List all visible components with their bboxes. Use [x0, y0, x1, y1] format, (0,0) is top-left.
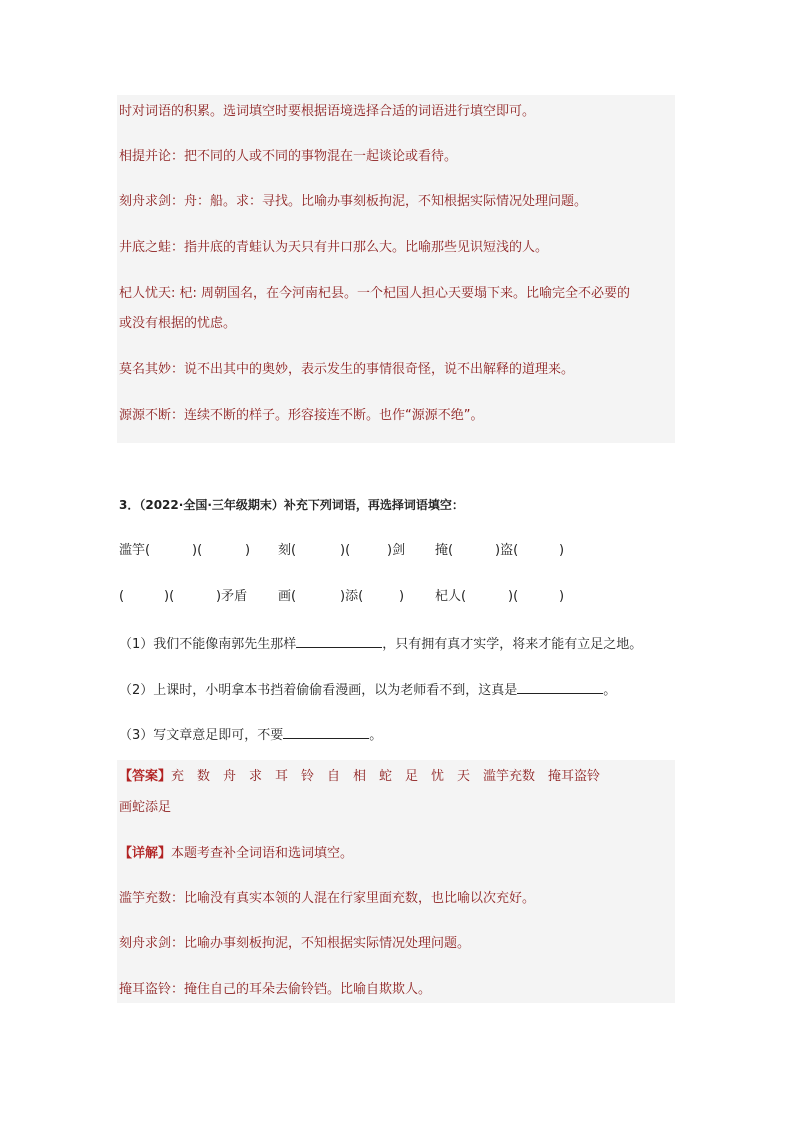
answer-blank[interactable] — [296, 635, 382, 648]
sentence-3 — [119, 726, 382, 744]
detail-item: 刻舟求剑：比喻办事刻板拘泥，不知根据实际情况处理问题。 — [119, 936, 471, 951]
blank-cell: ) — [559, 589, 565, 604]
sentence-1 — [119, 635, 642, 653]
detail-item: 掩耳盗铃：掩住自己的耳朵去偷铃铛。比喻自欺欺人。 — [119, 982, 432, 997]
blank-cell: 画( — [278, 589, 297, 604]
sentence-text: 。 — [369, 728, 383, 743]
sentence-text: ，只有拥有真才实学，将来才能有立足之地。 — [382, 637, 643, 652]
sentence-text: 。 — [603, 683, 617, 698]
text-line: 时对词语的积累。选词填空时要根据语境选择合适的词语进行填空即可。 — [119, 104, 536, 119]
text-line: 相提并论：把不同的人或不同的事物混在一起谈论或看待。 — [119, 149, 458, 164]
blank-cell: )添( — [340, 589, 364, 604]
answer-box — [117, 760, 675, 1003]
answer-text: 充 数 舟 求 耳 铃 自 相 蛇 足 忧 天 滥竽充数 掩耳盗铃 — [171, 769, 601, 784]
blank-cell: 滥竽( — [119, 543, 151, 558]
answer-blank[interactable] — [517, 681, 603, 694]
blank-cell: 掩( — [435, 543, 454, 558]
blank-cell: )( — [508, 589, 519, 604]
text-line: 源源不断：连续不断的样子。形容接连不断。也作“源源不绝”。 — [119, 408, 484, 423]
sentence-text: （2）上课时，小明拿本书挡着偷偷看漫画，以为老师看不到，这真是 — [119, 683, 518, 698]
blank-cell: ) — [245, 543, 251, 558]
answer-line — [119, 769, 600, 785]
blank-cell: )盗( — [495, 543, 519, 558]
detail-tag: 【详解】 — [119, 846, 172, 861]
question-title: （2022·全国·三年级期末）补充下列词语，再选择词语填空： — [139, 498, 464, 512]
blank-cell: 杞人( — [435, 589, 467, 604]
blank-cell: )矛盾 — [216, 589, 248, 604]
detail-line — [119, 846, 353, 862]
text-line: 莫名其妙：说不出其中的奥妙，表示发生的事情很奇怪，说不出解释的道理来。 — [119, 362, 575, 377]
blank-cell: 刻( — [278, 543, 297, 558]
detail-text: 本题考查补全词语和选词填空。 — [171, 846, 354, 861]
explanation-box-top — [117, 95, 675, 443]
blank-cell: )( — [192, 543, 203, 558]
detail-item: 滥竽充数：比喻没有真实本领的人混在行家里面充数，也比喻以次充好。 — [119, 891, 536, 906]
blank-cell: ) — [559, 543, 565, 558]
blank-cell: ( — [119, 589, 125, 604]
sentence-text: （1）我们不能像南郭先生那样 — [119, 637, 297, 652]
question-header — [119, 497, 464, 513]
answer-tag: 【答案】 — [119, 769, 172, 784]
sentence-2 — [119, 681, 616, 699]
text-line: 井底之蛙：指井底的青蛙认为天只有井口那么大。比喻那些见识短浅的人。 — [119, 240, 549, 255]
answer-blank[interactable] — [283, 726, 369, 739]
answer-line-2: 画蛇添足 — [119, 800, 172, 815]
text-line: 杞人忧天: 杞: 周朝国名，在今河南杞县。一个杞国人担心天要塌下来。比喻完全不必要的 — [119, 286, 631, 301]
blank-cell: )剑 — [387, 543, 406, 558]
sentence-text: （3）写文章意足即可，不要 — [119, 728, 284, 743]
text-line: 或没有根据的忧虑。 — [119, 316, 237, 331]
blank-cell: )( — [340, 543, 351, 558]
blank-cell: ) — [399, 589, 405, 604]
question-number: 3． — [119, 498, 140, 512]
blank-cell: )( — [164, 589, 175, 604]
text-line: 刻舟求剑：舟：船。求：寻找。比喻办事刻板拘泥，不知根据实际情况处理问题。 — [119, 194, 588, 209]
